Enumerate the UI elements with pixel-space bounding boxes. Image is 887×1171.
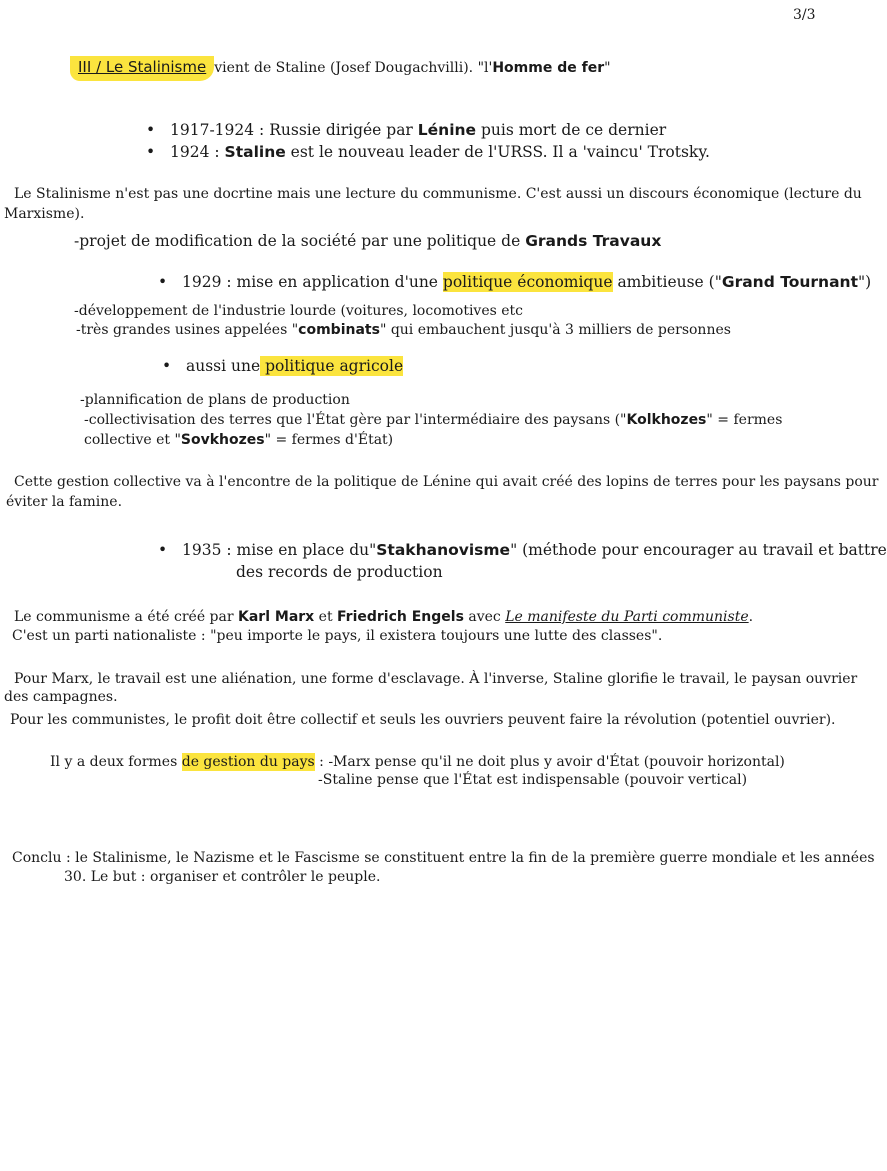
collect-line: -collectivisation des terres que l'État gère par l'intermédiaire des paysans ("Kolkhozes" = fermes	[84, 412, 783, 428]
bullet-1935: • 1935 : mise en place du"Stakhanovisme" (méthode pour encourager au travail et battre	[158, 541, 887, 559]
paragraph-line: Pour Marx, le travail est une aliénation, une forme d'esclavage. À l'inverse, Staline glorifie le travail, le paysan ouvrier	[14, 671, 858, 687]
bullet-1917: • 1917-1924 : Russie dirigée par Lénine puis mort de ce dernier	[146, 121, 667, 139]
bullet-dot: •	[146, 121, 156, 139]
heading-text: vient de Staline (Josef Dougachvilli). "l'	[214, 60, 493, 76]
highlight: de gestion du pays	[181, 754, 315, 770]
bullet-dot: •	[146, 143, 156, 161]
page-number: 3/3	[793, 7, 816, 23]
paragraph-line: Marxisme).	[4, 206, 85, 222]
paragraph-line: éviter la famine.	[6, 494, 123, 510]
bullet-dot: •	[158, 541, 168, 559]
bullet-dot: •	[158, 273, 168, 291]
gestion-line-2: -Staline pense que l'État est indispensable (pouvoir vertical)	[318, 772, 748, 788]
projet-line: -projet de modification de la société par une politique de Grands Travaux	[74, 232, 662, 250]
usines-line: -très grandes usines appelées "combinats" qui embauchent jusqu'à 3 milliers de personnes	[76, 322, 731, 338]
bullet-agricole: • aussi une politique agricole	[162, 357, 404, 375]
paragraph-line: Pour les communistes, le profit doit être collectif et seuls les ouvriers peuvent faire la révolution (potentiel ouvrier).	[10, 712, 836, 728]
bullet-1935-cont: des records de production	[236, 563, 443, 581]
marx-line-2: C'est un parti nationaliste : "peu importe le pays, il existera toujours une lutte des classes".	[12, 628, 663, 644]
book-title: Le manifeste du Parti communiste	[505, 609, 749, 625]
heading-text-end: "	[604, 60, 611, 76]
highlight: politique économique	[442, 273, 613, 291]
paragraph-line: Le Stalinisme n'est pas une docrtine mais une lecture du communisme. C'est aussi un discours économique (lecture du	[14, 186, 862, 202]
bullet-1924: • 1924 : Staline est le nouveau leader de l'URSS. Il a 'vaincu' Trotsky.	[146, 143, 710, 161]
bullet-dot: •	[162, 357, 172, 375]
collect-line-2: collective et "Sovkhozes" = fermes d'État)	[84, 432, 394, 448]
bullet-1929: • 1929 : mise en application d'une politique économique ambitieuse ("Grand Tournant")	[158, 273, 872, 291]
paragraph-line: Cette gestion collective va à l'encontre de la politique de Lénine qui avait créé des lopins de terres pour les paysans pour	[14, 474, 879, 490]
conclusion-line: Conclu : le Stalinisme, le Nazisme et le Fascisme se constituent entre la fin de la première guerre mondiale et les années	[12, 850, 875, 866]
highlight: politique agricole	[260, 357, 404, 375]
heading-bold: Homme de fer	[492, 60, 605, 76]
plani-line: -plannification de plans de production	[80, 392, 350, 408]
marx-line: Le communisme a été créé par Karl Marx et Friedrich Engels avec Le manifeste du Parti communiste.	[14, 609, 754, 625]
section-title: III / Le Stalinisme	[70, 56, 214, 81]
dev-line: -développement de l'industrie lourde (voitures, locomotives etc	[74, 303, 524, 319]
conclusion-line-2: 30. Le but : organiser et contrôler le peuple.	[64, 869, 381, 885]
paragraph-line: des campagnes.	[4, 689, 118, 705]
section-heading	[70, 58, 611, 77]
gestion-line: Il y a deux formes de gestion du pays : -Marx pense qu'il ne doit plus y avoir d'État (pouvoir horizontal)	[50, 754, 785, 770]
